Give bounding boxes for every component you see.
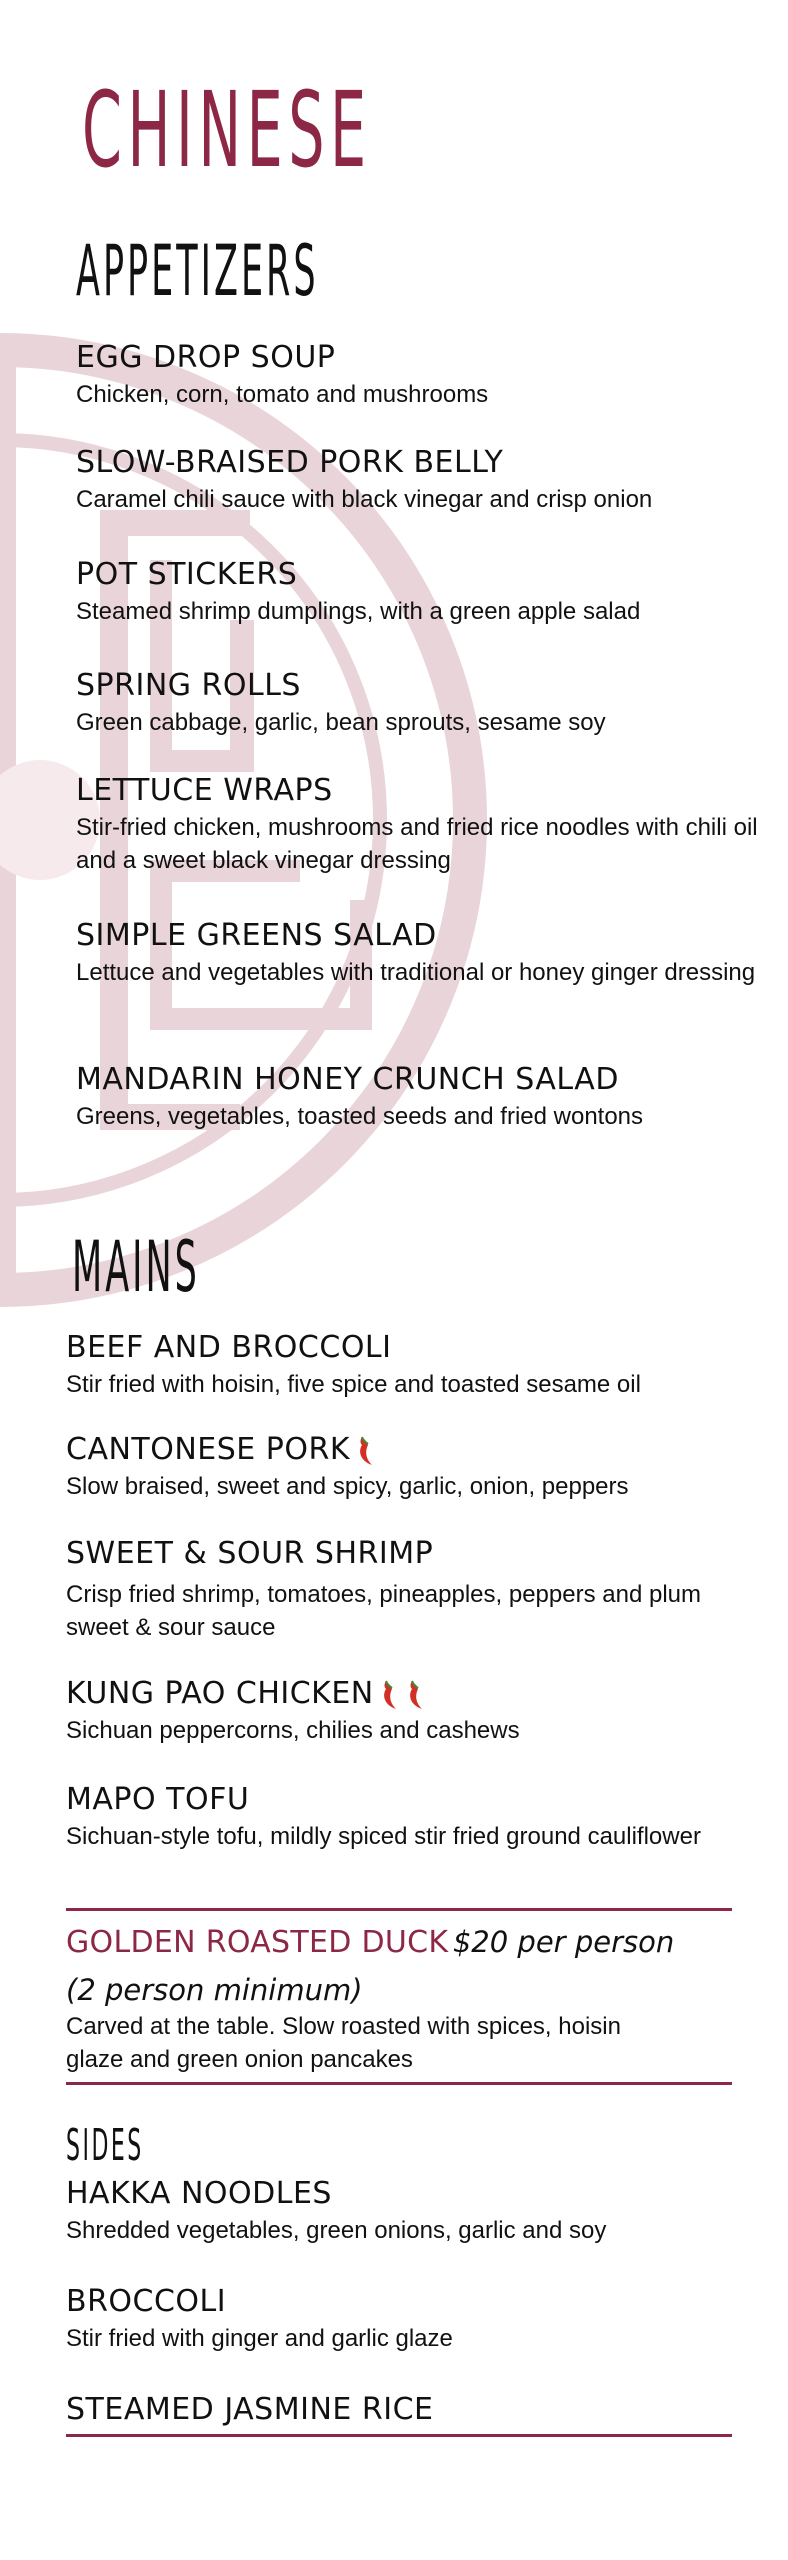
item-name: SIMPLE GREENS SALAD	[76, 918, 437, 953]
item-description: Sichuan-style tofu, mildly spiced stir fried ground cauliflower	[66, 1823, 701, 1850]
item-name: SPRING ROLLS	[76, 668, 301, 703]
item-description: Sichuan peppercorns, chilies and cashews	[66, 1717, 520, 1744]
item-description: Greens, vegetables, toasted seeds and fried wontons	[76, 1103, 644, 1130]
menu-item	[76, 916, 776, 989]
section-heading-sides: SIDES	[66, 2120, 144, 2171]
item-description: Lettuce and vegetables with traditional or honey ginger dressing	[76, 959, 756, 986]
menu-item	[76, 555, 776, 628]
chili-pepper-icon	[378, 1679, 400, 1711]
section-heading-mains: MAINS	[72, 1226, 200, 1308]
item-description: Shredded vegetables, green onions, garlic and soy	[66, 2217, 607, 2244]
featured-title-row	[66, 1920, 756, 1970]
menu-item	[76, 1060, 776, 1133]
featured-description: Carved at the table. Slow roasted with spices, hoisin glaze and green onion pancakes	[66, 2013, 621, 2073]
item-description: Crisp fried shrimp, tomatoes, pineapples, peppers and plum sweet & sour sauce	[66, 1581, 701, 1641]
item-name: POT STICKERS	[76, 557, 298, 592]
featured-price: $20 per person	[452, 1925, 675, 1959]
item-description: Slow braised, sweet and spicy, garlic, onion, peppers	[66, 1473, 629, 1500]
menu-item	[66, 1430, 766, 1503]
item-name: SWEET & SOUR SHRIMP	[66, 1536, 434, 1571]
item-name: STEAMED JASMINE RICE	[66, 2392, 434, 2427]
chili-pepper-icon	[354, 1435, 376, 1467]
item-name: HAKKA NOODLES	[66, 2176, 332, 2211]
item-name: CANTONESE PORK	[66, 1432, 351, 1467]
section-heading-appetizers: APPETIZERS	[76, 230, 319, 312]
divider-top	[66, 1908, 732, 1911]
item-description: Caramel chili sauce with black vinegar and crisp onion	[76, 486, 653, 513]
menu-item	[66, 1674, 766, 1747]
item-name: BROCCOLI	[66, 2284, 227, 2319]
menu-item	[66, 1534, 766, 1644]
divider-bottom	[66, 2082, 732, 2085]
item-name: MANDARIN HONEY CRUNCH SALAD	[76, 1062, 619, 1097]
menu-item	[76, 443, 776, 516]
item-description: Steamed shrimp dumplings, with a green apple salad	[76, 598, 641, 625]
item-name: EGG DROP SOUP	[76, 340, 336, 375]
item-description: Stir-fried chicken, mushrooms and fried rice noodles with chili oil and a sweet black vinegar dressing	[76, 814, 758, 874]
menu-item	[76, 771, 776, 877]
item-name: BEEF AND BROCCOLI	[66, 1330, 392, 1365]
menu-item	[66, 2282, 766, 2355]
item-description: Stir fried with ginger and garlic glaze	[66, 2325, 453, 2352]
item-description: Chicken, corn, tomato and mushrooms	[76, 381, 489, 408]
item-name: KUNG PAO CHICKEN	[66, 1676, 374, 1711]
featured-name: GOLDEN ROASTED DUCK	[66, 1925, 449, 1960]
menu-item	[66, 1328, 766, 1401]
menu-item	[66, 1780, 766, 1853]
page-title: CHINESE	[82, 69, 372, 191]
menu-item	[76, 338, 776, 411]
featured-minimum: (2 person minimum)	[66, 1973, 363, 2007]
chili-pepper-icon	[404, 1679, 426, 1711]
item-description: Stir fried with hoisin, five spice and toasted sesame oil	[66, 1371, 641, 1398]
item-name: SLOW-BRAISED PORK BELLY	[76, 445, 504, 480]
divider-end	[66, 2434, 732, 2437]
item-name: LETTUCE WRAPS	[76, 773, 333, 808]
item-name-row	[66, 1430, 766, 1470]
item-name-row	[66, 1674, 766, 1714]
menu-item	[66, 2174, 766, 2247]
item-name: MAPO TOFU	[66, 1782, 250, 1817]
menu-item	[66, 2390, 766, 2430]
featured-item	[66, 1920, 756, 2076]
item-description: Green cabbage, garlic, bean sprouts, sesame soy	[76, 709, 606, 736]
menu-item	[76, 666, 776, 739]
